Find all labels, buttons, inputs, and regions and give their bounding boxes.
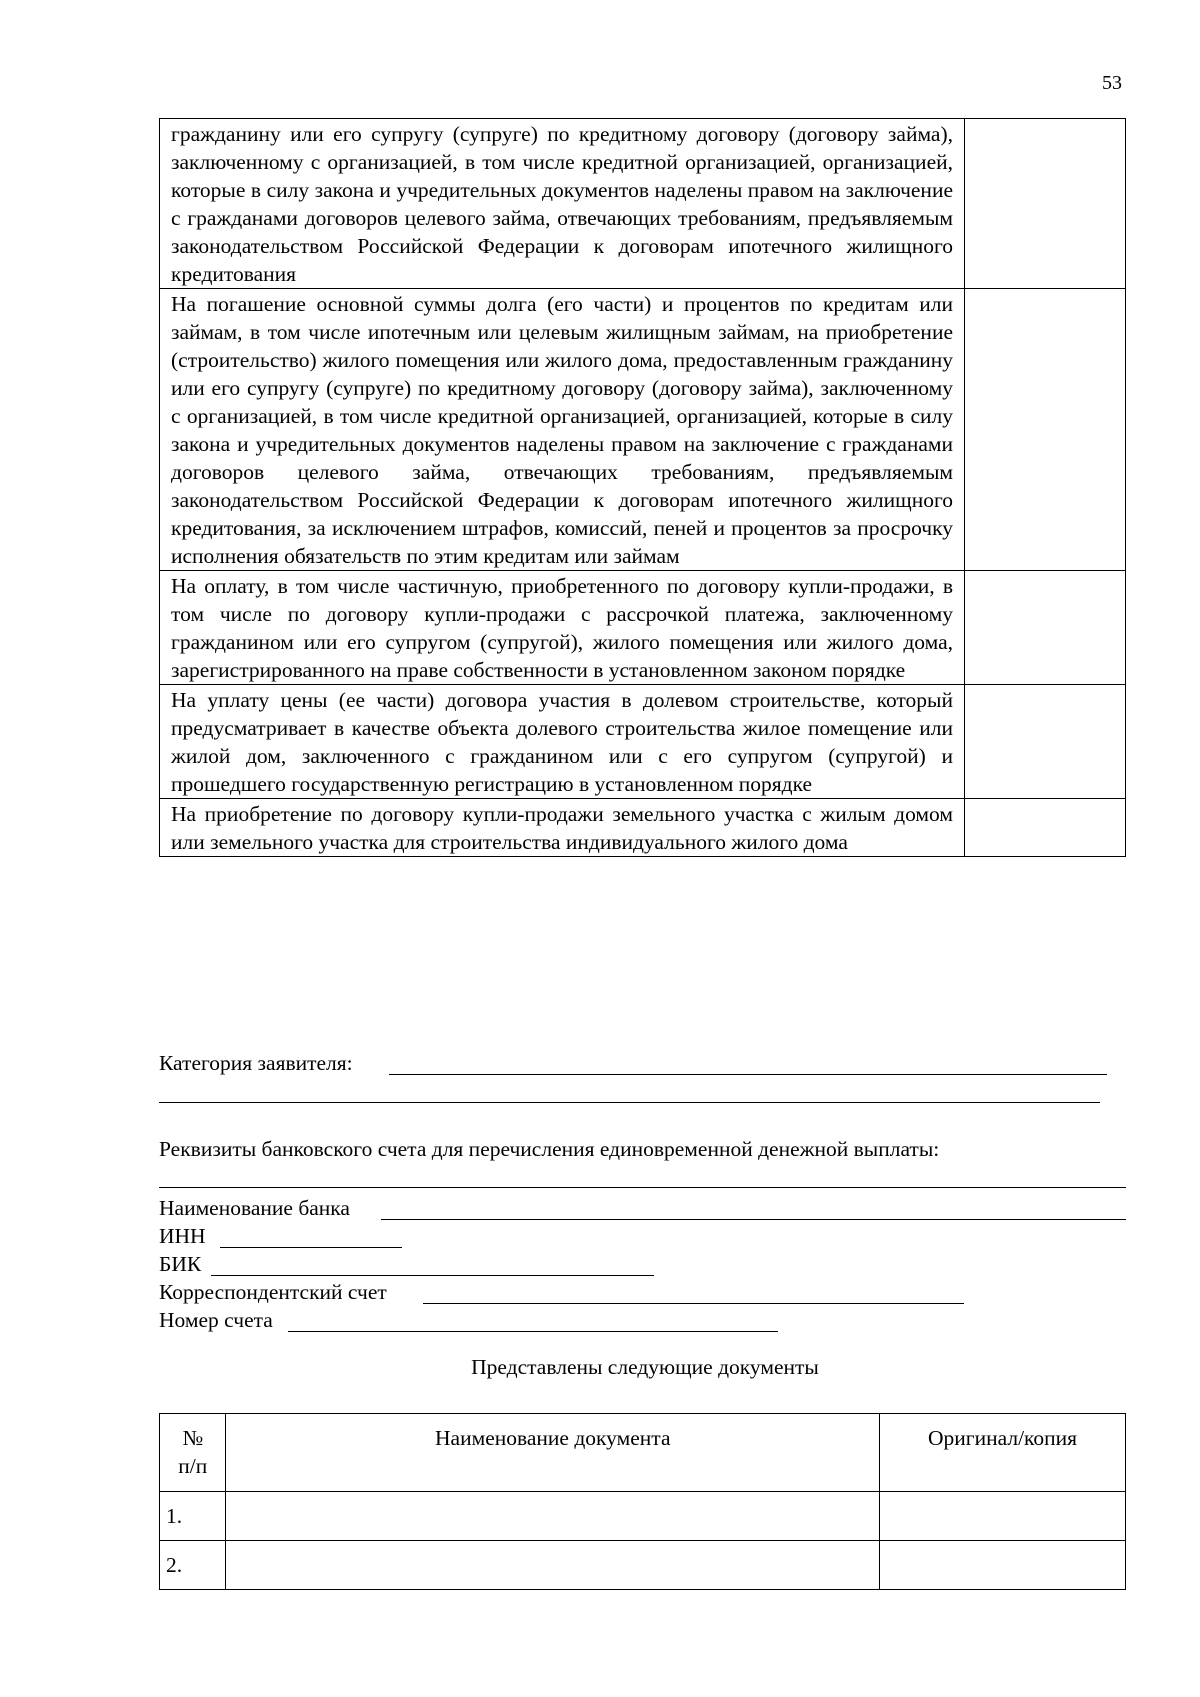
- purpose-mark-cell[interactable]: [965, 571, 1126, 685]
- bank-name-label: Наименование банка: [159, 1196, 350, 1220]
- table-row: [160, 119, 1126, 289]
- purpose-mark-cell[interactable]: [965, 289, 1126, 571]
- corr-account-field[interactable]: [423, 1303, 964, 1304]
- column-header-number: [160, 1414, 226, 1492]
- number-sign: №: [182, 1426, 203, 1450]
- applicant-category-field-line2[interactable]: [159, 1102, 1100, 1103]
- bik-label: БИК: [159, 1252, 202, 1276]
- bik-field[interactable]: [211, 1275, 654, 1276]
- number-abbrev: п/п: [178, 1454, 208, 1478]
- purpose-text: гражданину или его супругу (супруге) по кредитному договору (договору займа), заключенному с организацией, в том числе кредитной организацией, организацией, которые в силу закона и учредительных документов наделены правом на заключение с гражданами договоров целевого займа, отвечающих требованиям, предъявляемым законодательством Российской Федерации к договорам ипотечного жилищного кредитования: [160, 119, 965, 289]
- table-row: [160, 1492, 1126, 1541]
- corr-account-label: Корреспондентский счет: [159, 1280, 387, 1304]
- purpose-text: На погашение основной суммы долга (его части) и процентов по кредитам или займам, в том числе ипотечным или целевым жилищным займам, на приобретение (строительство) жилого помещения или жилого дома, предоставленным гражданину или его супругу (супруге) по кредитному договору (договору займа), заключенному с организацией, в том числе кредитной организацией, организацией, которые в силу закона и учредительных документов наделены правом на заключение с гражданами договоров целевого займа, отвечающих требованиям, предъявляемым законодательством Российской Федерации к договорам ипотечного жилищного кредитования, за исключением штрафов, комиссий, пеней и процентов за просрочку исполнения обязательств по этим кредитам или займам: [160, 289, 965, 571]
- applicant-category-field[interactable]: [389, 1074, 1107, 1075]
- documents-heading: Представлены следующие документы: [471, 1355, 819, 1379]
- page-number: 53: [1102, 72, 1122, 94]
- original-copy-cell[interactable]: [880, 1492, 1126, 1541]
- table-row: [160, 289, 1126, 571]
- applicant-category-label: Категория заявителя:: [159, 1051, 353, 1075]
- original-copy-cell[interactable]: [880, 1541, 1126, 1590]
- table-row: [160, 571, 1126, 685]
- documents-table: [159, 1413, 1126, 1590]
- purpose-text: На приобретение по договору купли-продажи земельного участка с жилым домом или земельного участка для строительства индивидуального жилого дома: [160, 799, 965, 857]
- bank-name-field[interactable]: [381, 1219, 1126, 1220]
- purpose-mark-cell[interactable]: [965, 685, 1126, 799]
- column-header-original-copy: Оригинал/копия: [880, 1414, 1126, 1492]
- purpose-mark-cell[interactable]: [965, 799, 1126, 857]
- row-number: 1.: [160, 1492, 226, 1541]
- table-header-row: [160, 1414, 1126, 1492]
- table-row: [160, 685, 1126, 799]
- purpose-text: На уплату цены (ее части) договора участия в долевом строительстве, который предусматривает в качестве объекта долевого строительства жилое помещение или жилой дом, заключенного с гражданином или с его супругом (супругой) и прошедшего государственную регистрацию в установленном порядке: [160, 685, 965, 799]
- payment-purpose-table: [159, 118, 1126, 857]
- document-name-cell[interactable]: [226, 1541, 880, 1590]
- bank-details-heading: Реквизиты банковского счета для перечисления единовременной денежной выплаты:: [159, 1137, 940, 1161]
- table-row: [160, 799, 1126, 857]
- inn-label: ИНН: [159, 1224, 206, 1248]
- account-number-label: Номер счета: [159, 1308, 273, 1332]
- inn-field[interactable]: [220, 1247, 402, 1248]
- table-row: [160, 1541, 1126, 1590]
- purpose-text: На оплату, в том числе частичную, приобретенного по договору купли-продажи, в том числе по договору купли-продажи с рассрочкой платежа, заключенному гражданином или его супругом (супругой), жилого помещения или жилого дома, зарегистрированного на праве собственности в установленном законом порядке: [160, 571, 965, 685]
- document-name-cell[interactable]: [226, 1492, 880, 1541]
- bank-details-field[interactable]: [159, 1187, 1126, 1188]
- purpose-mark-cell[interactable]: [965, 119, 1126, 289]
- account-number-field[interactable]: [288, 1331, 778, 1332]
- row-number: 2.: [160, 1541, 226, 1590]
- column-header-document-name: Наименование документа: [226, 1414, 880, 1492]
